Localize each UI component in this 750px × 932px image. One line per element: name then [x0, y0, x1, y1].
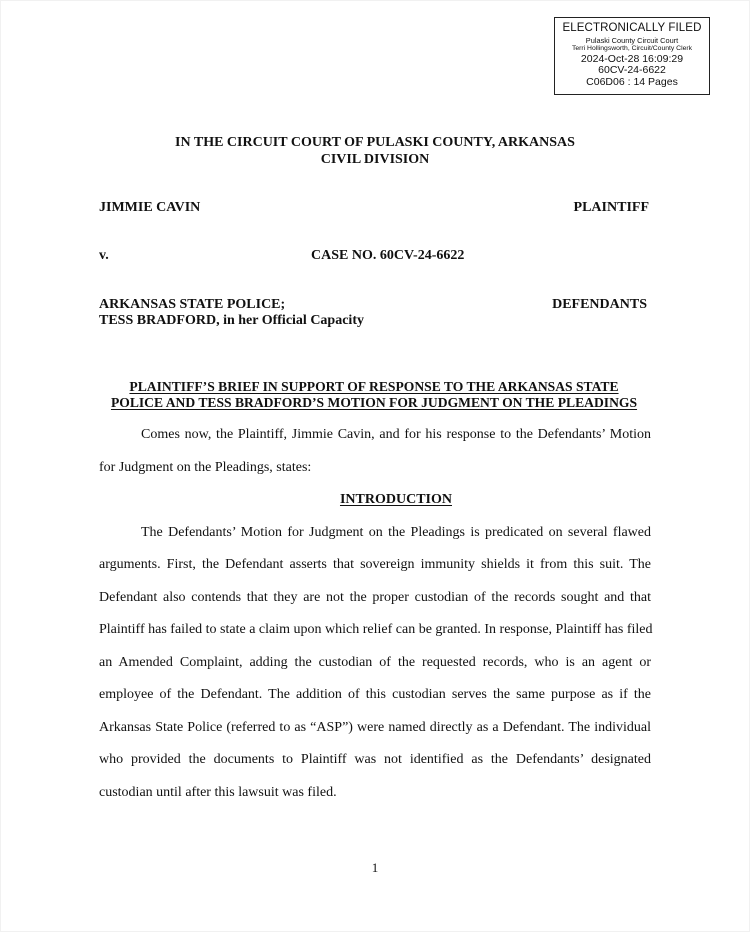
body-line-3: Defendant also contends that they are not the proper custodian of the records sought and that — [99, 590, 651, 605]
body-line-1: The Defendants’ Motion for Judgment on the Pleadings is predicated on several flawed — [141, 525, 651, 540]
case-number: CASE NO. 60CV-24-6622 — [311, 248, 465, 263]
defendant-line2: TESS BRADFORD, in her Official Capacity — [99, 313, 364, 328]
body-line-4: Plaintiff has failed to state a claim upon which relief can be granted. In response, Plaintiff has filed — [99, 622, 653, 637]
section-heading: INTRODUCTION — [339, 492, 452, 507]
plaintiff-role: PLAINTIFF — [573, 200, 649, 215]
defendant-role: DEFENDANTS — [552, 297, 647, 312]
body-line-6: employee of the Defendant. The addition of this custodian serves the same purpose as if the — [99, 687, 651, 702]
stamp-pages: C06D06 : 14 Pages — [586, 75, 678, 88]
defendant-line1: ARKANSAS STATE POLICE; — [99, 297, 286, 312]
intro-paragraph-line2: for Judgment on the Pleadings, states: — [99, 460, 312, 475]
body-line-7: Arkansas State Police (referred to as “ASP”) were named directly as a Defendant. The individual — [99, 720, 651, 735]
plaintiff-name: JIMMIE CAVIN — [99, 200, 201, 215]
court-header-line2: CIVIL DIVISION — [320, 152, 430, 167]
body-line-2: arguments. First, the Defendant asserts that sovereign immunity shields it from this suit. The — [99, 557, 651, 572]
court-header-line1: IN THE CIRCUIT COURT OF PULASKI COUNTY, ARKANSAS — [175, 135, 575, 150]
stamp-title: ELECTRONICALLY FILED — [562, 22, 702, 34]
body-line-8: who provided the documents to Plaintiff was not identified as the Defendants’ designated — [99, 752, 651, 767]
page-number: 1 — [371, 860, 379, 875]
body-line-5: an Amended Complaint, adding the custodian of the requested records, who is an agent or — [99, 655, 651, 670]
stamp-clerk: Terri Hollingsworth, Circuit/County Clerk — [571, 44, 693, 52]
filing-stamp — [554, 17, 710, 95]
body-line-9: custodian until after this lawsuit was filed. — [99, 785, 337, 800]
brief-title-line2: POLICE AND TESS BRADFORD’S MOTION FOR JUDGMENT ON THE PLEADINGS — [110, 395, 638, 410]
versus: v. — [99, 248, 109, 263]
stamp-datetime: 2024-Oct-28 16:09:29 — [580, 52, 684, 65]
stamp-case: 60CV-24-6622 — [598, 64, 666, 77]
brief-title-line1: PLAINTIFF’S BRIEF IN SUPPORT OF RESPONSE TO THE ARKANSAS STATE — [129, 379, 619, 394]
stamp-court: Pulaski County Circuit Court — [585, 35, 679, 45]
intro-paragraph-line1: Comes now, the Plaintiff, Jimmie Cavin, and for his response to the Defendants’ Motion — [141, 427, 651, 442]
